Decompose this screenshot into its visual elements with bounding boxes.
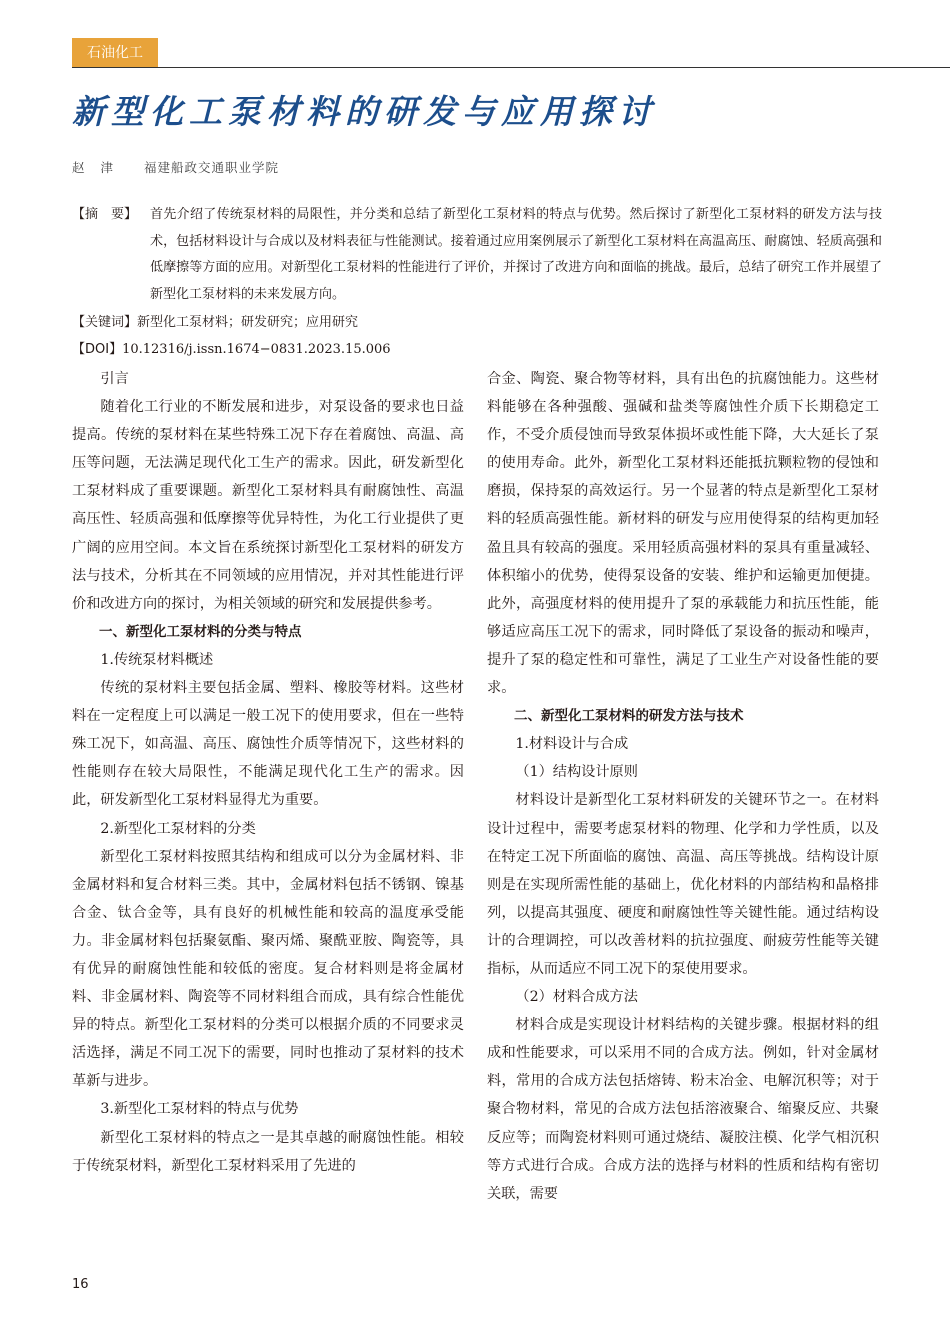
abstract-text: 首先介绍了传统泵材料的局限性，并分类和总结了新型化工泵材料的特点与优势。然后探讨了新型化工泵材料的研发方法与技术，包括材料设计与合成以及材料表征与性能测试。接着通过应用案例展示了新型化工泵材料在高温高压、耐腐蚀、轻质高强和低摩擦等方面的应用。对新型化工泵材料的性能进行了评价，并探讨了改进方向和面临的挑战。最后，总结了研究工作并展望了新型化工泵材料的未来发展方向。: [150, 207, 882, 303]
subsection-heading: （2）材料合成方法: [515, 989, 638, 1006]
doi-text: 10.12316/j.issn.1674−0831.2023.15.006: [122, 341, 391, 357]
doi-label: 【DOI】: [72, 341, 123, 357]
body-paragraph: 新型化工泵材料的特点之一是其卓越的耐腐蚀性能。相较于传统泵材料，新型化工泵材料采用了先进的: [72, 1129, 464, 1174]
body-paragraph-continued: 合金、陶瓷、聚合物等材料，具有出色的抗腐蚀能力。这些材料能够在各种强酸、强碱和盐类等腐蚀性介质下长期稳定工作，不受介质侵蚀而导致泵体损坏或性能下降，大大延长了泵的使用寿命。此外，新型化工泵材料还能抵抗颗粒物的侵蚀和磨损，保持泵的高效运行。另一个显著的特点是新型化工泵材料的轻质高强性能。新材料的研发与应用使得泵的结构更加轻盈且具有较高的强度。采用轻质高强材料的泵具有重量减轻、体积缩小的优势，使得泵设备的安装、维护和运输更加便捷。此外，高强度材料的使用提升了泵的承载能力和抗压性能，能够适应高压工况下的需求，同时降低了泵设备的振动和噪声，提升了泵的稳定性和可靠性，满足了工业生产对设备性能的要求。: [487, 371, 879, 697]
abstract-row: [72, 202, 882, 309]
keywords-text: 新型化工泵材料；研发研究；应用研究: [137, 314, 359, 330]
section-heading: 二、新型化工泵材料的研发方法与技术: [514, 708, 744, 725]
author-affiliation: 福建船政交通职业学院: [143, 160, 279, 175]
author-name: 赵 津: [72, 160, 119, 175]
subsection-heading: 2.新型化工泵材料的分类: [100, 820, 256, 837]
keywords-label: 【关键词】: [72, 314, 138, 330]
subsection-heading: 1.传统泵材料概述: [100, 651, 214, 668]
body-column-left: [72, 365, 464, 1180]
header-rule: [72, 67, 950, 68]
body-paragraph: 材料设计是新型化工泵材料研发的关键环节之一。在材料设计过程中，需要考虑泵材料的物理、化学和力学性质，以及在特定工况下所面临的腐蚀、高温、高压等挑战。结构设计原则是在实现所需性能的基础上，优化材料的内部结构和晶格排列，以提高其强度、硬度和耐腐蚀性等关键性能。通过结构设计的合理调控，可以改善材料的抗拉强度、耐疲劳性能等关键指标，从而适应不同工况下的泵使用要求。: [487, 792, 879, 977]
body-column-right: [487, 365, 879, 1208]
abstract-block: [72, 202, 882, 363]
subsection-heading: （1）结构设计原则: [515, 764, 638, 781]
subsection-heading: 1.材料设计与合成: [515, 736, 629, 753]
page-number: 16: [72, 1277, 89, 1292]
introduction-heading: 引言: [100, 371, 129, 387]
section-heading: 一、新型化工泵材料的分类与特点: [99, 623, 302, 640]
doi-row: [72, 337, 882, 364]
body-paragraph: 随着化工行业的不断发展和进步，对泵设备的要求也日益提高。传统的泵材料在某些特殊工况下存在着腐蚀、高温、高压等问题，无法满足现代化工生产的需求。因此，研发新型化工泵材料成了重要课题。新型化工泵材料具有耐腐蚀性、高温高压性、轻质高强和低摩擦等优异特性，为化工行业提供了更广阔的应用空间。本文旨在系统探讨新型化工泵材料的研发方法与技术，分析其在不同领域的应用情况，并对其性能进行评价和改进方向的探讨，为相关领域的研究和发展提供参考。: [72, 399, 464, 612]
keywords-row: [72, 310, 882, 337]
abstract-label: 【摘 要】: [72, 207, 138, 222]
body-paragraph: 传统的泵材料主要包括金属、塑料、橡胶等材料。这些材料在一定程度上可以满足一般工况下的使用要求，但在一些特殊工况下，如高温、高压、腐蚀性介质等情况下，这些材料的性能则存在较大局限性，不能满足现代化工生产的需求。因此，研发新型化工泵材料显得尤为重要。: [72, 680, 464, 809]
body-paragraph: 材料合成是实现设计材料结构的关键步骤。根据材料的组成和性能要求，可以采用不同的合成方法。例如，针对金属材料，常用的合成方法包括熔铸、粉末冶金、电解沉积等；对于聚合物材料，常见的合成方法包括溶液聚合、缩聚反应、共聚反应等；而陶瓷材料则可通过烧结、凝胶注模、化学气相沉积等方式进行合成。合成方法的选择与材料的性质和结构有密切关联，需要: [487, 1017, 879, 1202]
article-title: 新型化工泵材料的研发与应用探讨: [72, 92, 657, 131]
body-paragraph: 新型化工泵材料按照其结构和组成可以分为金属材料、非金属材料和复合材料三类。其中，金属材料包括不锈钢、镍基合金、钛合金等，具有良好的机械性能和较高的温度承受能力。非金属材料包括聚氨酯、聚丙烯、聚酰亚胺、陶瓷等，具有优异的耐腐蚀性能和较低的密度。复合材料则是将金属材料、非金属材料、陶瓷等不同材料组合而成，具有综合性能优异的特点。新型化工泵材料的分类可以根据介质的不同要求灵活选择，满足不同工况下的需要，同时也推动了泵材料的技术革新与进步。: [72, 848, 464, 1090]
author-line: [72, 158, 279, 176]
subsection-heading: 3.新型化工泵材料的特点与优势: [100, 1101, 299, 1118]
journal-section-tab: 石油化工: [72, 38, 158, 68]
